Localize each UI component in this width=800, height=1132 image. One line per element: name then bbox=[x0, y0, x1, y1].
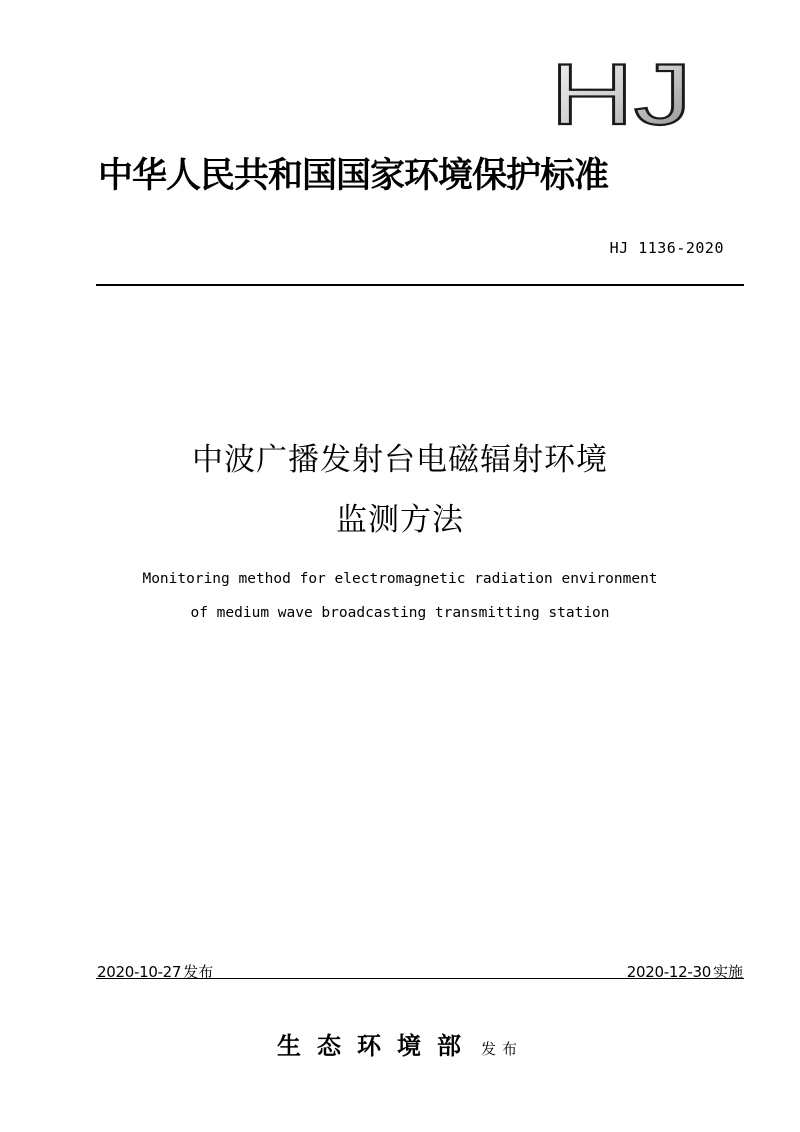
hj-logo bbox=[548, 58, 698, 132]
hj-logo-icon bbox=[548, 58, 698, 132]
implement-date-block bbox=[627, 962, 743, 982]
publisher-verb: 发布 bbox=[480, 1040, 523, 1058]
issue-label: 发布 bbox=[183, 963, 214, 981]
standard-organization-heading: 中华人民共和国国家环境保护标准 bbox=[98, 155, 609, 196]
title-en-line2: of medium wave broadcasting transmitting station bbox=[190, 605, 610, 621]
hj-logo-text: HJ bbox=[550, 58, 692, 132]
issue-date-block bbox=[97, 962, 213, 982]
bottom-divider bbox=[96, 978, 744, 979]
title-en-line1: Monitoring method for electromagnetic radiation environment bbox=[142, 571, 658, 587]
issue-date: 2020-10-27 bbox=[97, 963, 182, 981]
title-cn-line2: 监测方法 bbox=[336, 502, 464, 538]
standard-number: HJ 1136-2020 bbox=[609, 239, 724, 257]
implement-label: 实施 bbox=[712, 963, 743, 981]
top-divider bbox=[96, 284, 744, 286]
implement-date: 2020-12-30 bbox=[626, 963, 711, 981]
publisher-line bbox=[0, 1030, 800, 1065]
title-cn-line1: 中波广播发射台电磁辐射环境 bbox=[192, 442, 608, 478]
publisher-name: 生态环境部 bbox=[276, 1031, 477, 1060]
